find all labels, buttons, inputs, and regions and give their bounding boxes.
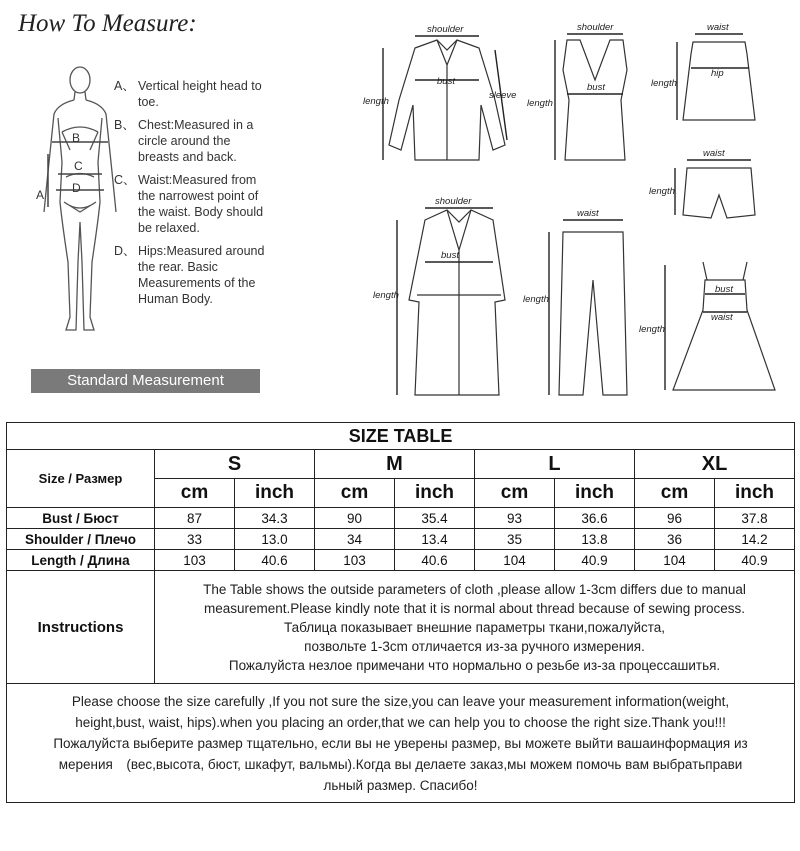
instructions-line: Пожалуйста незлое примечани что нормально о резьбе из-за процессашитья. [228, 657, 721, 673]
step-d [114, 243, 274, 307]
unit-cm-header: cm [475, 479, 555, 508]
instructions-line: Таблица показывает внешние параметры ткани,пожалуйста, [283, 619, 666, 635]
pants-waist-label: waist [577, 208, 599, 219]
body-letter-d: D [72, 181, 81, 195]
pants-illustration [559, 232, 627, 395]
coat-shoulder-label: shoulder [435, 196, 472, 207]
table-row [7, 529, 795, 550]
table-row [7, 550, 795, 571]
table-cell: 87 [155, 508, 235, 529]
row-label-length: Length / Длина [7, 550, 155, 571]
body-letter-b: B [72, 131, 81, 145]
body-letter-a: A [36, 188, 45, 202]
table-cell: 35 [475, 529, 555, 550]
table-cell: 34.3 [235, 508, 315, 529]
table-cell: 36 [635, 529, 715, 550]
unit-inch-header: inch [395, 479, 475, 508]
size-table [6, 422, 795, 803]
table-cell: 13.0 [235, 529, 315, 550]
table-cell: 14.2 [715, 529, 795, 550]
table-cell: 104 [635, 550, 715, 571]
unit-cm-header: cm [155, 479, 235, 508]
table-cell: 33 [155, 529, 235, 550]
size-s-header: S [155, 450, 315, 479]
dress-length-label: length [639, 324, 665, 335]
instructions-label: Instructions [7, 571, 155, 684]
size-note [7, 684, 795, 803]
instructions-line: measurement.Please kindly note that it is normal about thread because of sewing process. [203, 600, 746, 616]
note-line: height,bust, waist, hips).when you placing an order,that we can help you to choose the right size.Thank you!!! [75, 714, 726, 730]
unit-cm-header: cm [315, 479, 395, 508]
pants-length-label: length [523, 294, 549, 305]
shirt-bust-label: bust [437, 76, 455, 87]
size-column-label: Size / Размер [7, 450, 155, 508]
step-key: C、 [114, 173, 136, 187]
step-text: Hips:Measured around the rear. Basic Measurements of the Human Body. [138, 244, 265, 306]
dress-waist-label: waist [711, 312, 733, 323]
table-cell: 96 [635, 508, 715, 529]
table-cell: 40.6 [235, 550, 315, 571]
size-table-title: SIZE TABLE [7, 423, 795, 450]
shorts-illustration [683, 168, 755, 218]
vest-shoulder-label: shoulder [577, 22, 614, 33]
table-cell: 13.4 [395, 529, 475, 550]
note-line: льный размер. Спасибо! [323, 777, 478, 793]
skirt-illustration [683, 42, 755, 120]
step-key: A、 [114, 79, 135, 93]
step-b [114, 117, 274, 165]
step-key: D、 [114, 244, 136, 258]
size-m-header: M [315, 450, 475, 479]
vest-length-label: length [527, 98, 553, 109]
row-label-bust: Bust / Бюст [7, 508, 155, 529]
vest-illustration [563, 40, 627, 160]
table-cell: 103 [315, 550, 395, 571]
table-row [7, 508, 795, 529]
size-l-header: L [475, 450, 635, 479]
dress-bust-label: bust [715, 284, 733, 295]
table-cell: 104 [475, 550, 555, 571]
shirt-illustration [389, 40, 505, 160]
note-line: Please choose the size carefully ,If you not sure the size,you can leave your measurement information(weight, [71, 693, 730, 709]
shorts-waist-label: waist [703, 148, 725, 159]
skirt-waist-label: waist [707, 22, 729, 33]
table-cell: 35.4 [395, 508, 475, 529]
step-text: Chest:Measured in a circle around the breasts and back. [138, 118, 254, 164]
step-text: Vertical height head to toe. [138, 79, 262, 109]
coat-length-label: length [373, 290, 399, 301]
shirt-length-label: length [363, 96, 389, 107]
table-cell: 40.6 [395, 550, 475, 571]
table-cell: 37.8 [715, 508, 795, 529]
table-cell: 103 [155, 550, 235, 571]
standard-measurement-banner: Standard Measurement [31, 369, 260, 393]
step-a [114, 78, 274, 110]
note-line: Пожалуйста выберите размер тщательно, если вы не уверены размер, вы можете выйти вашаинформация из [53, 735, 748, 751]
unit-cm-header: cm [635, 479, 715, 508]
step-key: B、 [114, 118, 135, 132]
table-cell: 13.8 [555, 529, 635, 550]
coat-bust-label: bust [441, 250, 459, 261]
dress-illustration [673, 262, 775, 390]
skirt-length-label: length [651, 78, 677, 89]
table-cell: 34 [315, 529, 395, 550]
step-text: Waist:Measured from the narrowest point of the waist. Body should be relaxed. [138, 173, 264, 235]
vest-bust-label: bust [587, 82, 605, 93]
table-cell: 36.6 [555, 508, 635, 529]
measurement-steps [114, 78, 274, 314]
table-cell: 40.9 [555, 550, 635, 571]
skirt-hip-label: hip [711, 68, 724, 79]
garment-diagrams [355, 10, 795, 405]
table-cell: 93 [475, 508, 555, 529]
step-c [114, 172, 274, 236]
table-cell: 90 [315, 508, 395, 529]
unit-inch-header: inch [555, 479, 635, 508]
unit-inch-header: inch [235, 479, 315, 508]
instructions-line: позвольте 1-3cm отличается из-за ручного измерения. [304, 638, 645, 654]
size-xl-header: XL [635, 450, 795, 479]
shorts-length-label: length [649, 186, 675, 197]
coat-illustration [409, 210, 505, 395]
instructions-line: The Table shows the outside parameters of cloth ,please allow 1-3cm differs due to manual [203, 581, 746, 597]
page-title: How To Measure: [18, 10, 197, 37]
note-line: мерения (вес,высота, бюст, шкафут, вальмы).Когда вы делаете заказ,мы можем помочь вам выбратьправи [58, 756, 743, 772]
instructions-text [155, 571, 795, 684]
unit-inch-header: inch [715, 479, 795, 508]
row-label-shoulder: Shoulder / Плечо [7, 529, 155, 550]
shirt-shoulder-label: shoulder [427, 24, 464, 35]
table-cell: 40.9 [715, 550, 795, 571]
shirt-sleeve-label: sleeve [489, 90, 517, 101]
body-letter-c: C [74, 159, 83, 173]
